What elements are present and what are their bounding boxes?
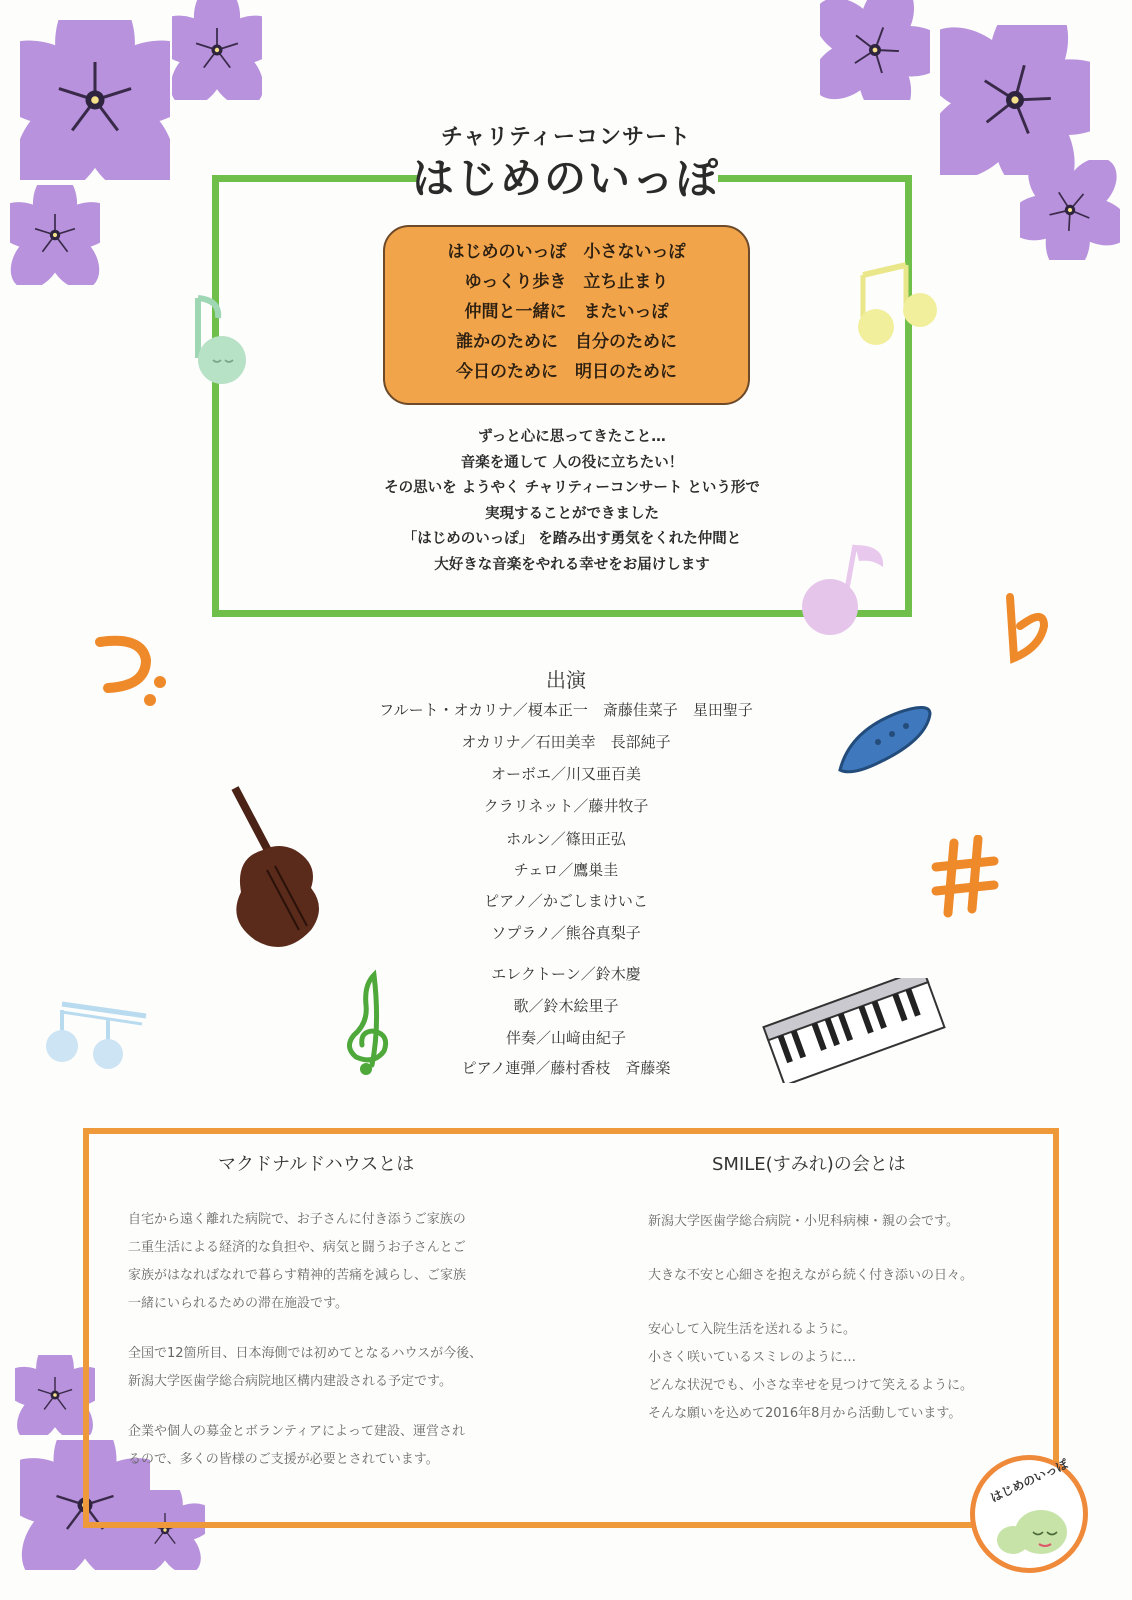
text-line: 新潟大学医歯学総合病院地区構内建設される予定です。 xyxy=(128,1374,452,1389)
logo-badge xyxy=(970,1455,1088,1573)
performer-line: ピアノ連弾／藤村香枝 斉藤楽 xyxy=(461,1059,671,1077)
badge-label: はじめのいっぽ xyxy=(988,1456,1071,1506)
message-line: 実現することができました xyxy=(485,505,659,522)
performer-line: ソプラノ／熊谷真梨子 xyxy=(491,924,641,942)
performer-line: ピアノ／かごしまけいこ xyxy=(484,892,648,910)
music-note-icon xyxy=(795,535,895,640)
violet-flower-icon xyxy=(172,0,262,100)
message-line: 大好きな音楽をやれる幸せをお届けします xyxy=(434,556,710,573)
flat-sign-icon xyxy=(1000,592,1055,667)
smile-paragraph xyxy=(648,1262,973,1290)
smile-title: SMILE(すみれ)の会とは xyxy=(712,1154,906,1175)
performer-line: チェロ／鷹巣圭 xyxy=(513,861,619,879)
text-line: るので、多くの皆様のご支援が必要とされています。 xyxy=(128,1452,439,1467)
mcdonald-paragraph xyxy=(128,1418,465,1474)
smile-paragraph xyxy=(648,1208,959,1236)
smile-paragraph xyxy=(648,1316,973,1428)
message-line: 「はじめのいっぽ」 を踏み出す勇気をくれた仲間と xyxy=(402,531,742,547)
performer-line: オカリナ／石田美幸 長部純子 xyxy=(461,733,671,751)
text-line: 安心して入院生活を送れるように。 xyxy=(648,1322,857,1337)
sharp-icon xyxy=(930,835,1000,920)
poem-line: 仲間と一緒に またいっぽ xyxy=(464,302,669,322)
cello-icon xyxy=(215,780,335,955)
music-note-icon xyxy=(848,255,948,355)
performer-line: 歌／鈴木絵里子 xyxy=(513,997,619,1015)
text-line: 家族がはなればなれで暮らす精神的苦痛を減らし、ご家族 xyxy=(128,1268,467,1283)
performer-line: オーボエ／川又亜百美 xyxy=(490,765,641,783)
message-line: 音楽を通して 人の役に立ちたい！ xyxy=(460,454,684,471)
ocarina-icon xyxy=(830,690,940,790)
text-line: 企業や個人の募金とボランティアによって建設、運営され xyxy=(128,1424,465,1439)
performer-line: 伴奏／山﨑由紀子 xyxy=(505,1029,626,1047)
mcdonald-paragraph xyxy=(128,1340,482,1396)
text-line: どんな状況でも、小さな幸せを見つけて笑えるように。 xyxy=(648,1378,974,1393)
text-line: 小さく咲いているスミレのように… xyxy=(648,1350,857,1365)
violet-flower-icon xyxy=(820,0,930,100)
performer-line: エレクトーン／鈴木慶 xyxy=(491,965,641,983)
text-line: 新潟大学医歯学総合病院・小児科病棟・親の会です。 xyxy=(648,1214,959,1229)
concert-subtitle: チャリティーコンサート xyxy=(440,125,692,150)
performer-line: クラリネット／藤井牧子 xyxy=(483,797,649,815)
text-line: 大きな不安と心細さを抱えながら続く付き添いの日々。 xyxy=(648,1268,974,1283)
poem-box xyxy=(383,225,750,405)
poem-line: ゆっくり歩き 立ち止まり xyxy=(464,272,669,292)
concert-title: はじめのいっぽ xyxy=(411,154,720,203)
music-note-icon xyxy=(180,288,255,393)
poem-line: 誰かのために 自分のために xyxy=(456,332,677,352)
treble-clef-icon xyxy=(340,965,400,1080)
performer-line: ホルン／篠田正弘 xyxy=(506,830,626,848)
message-line: ずっと心に思ってきたこと… xyxy=(478,429,666,445)
text-line: 全国で12箇所目、日本海側では初めてとなるハウスが今後、 xyxy=(128,1346,483,1361)
message-line: その思いを ようやく チャリティーコンサート という形で xyxy=(384,480,760,496)
mcdonald-paragraph xyxy=(128,1206,466,1318)
poem-line: 今日のために 明日のために xyxy=(456,362,677,382)
mcdonald-title: マクドナルドハウスとは xyxy=(218,1154,415,1175)
text-line: 一緒にいられるための滞在施設です。 xyxy=(128,1296,348,1311)
text-line: 二重生活による経済的な負担や、病気と闘うお子さんとご xyxy=(128,1240,466,1255)
text-line: 自宅から遠く離れた病院で、お子さんに付き添うご家族の xyxy=(128,1212,466,1227)
performers-heading: 出演 xyxy=(546,668,586,692)
keyboard-icon xyxy=(760,978,950,1083)
poem-line: はじめのいっぽ 小さないっぽ xyxy=(447,242,686,262)
text-line: そんな願いを込めて2016年8月から活動しています。 xyxy=(648,1406,962,1421)
performer-line: フルート・オカリナ／榎本正一 斎藤佳菜子 星田聖子 xyxy=(379,701,753,719)
